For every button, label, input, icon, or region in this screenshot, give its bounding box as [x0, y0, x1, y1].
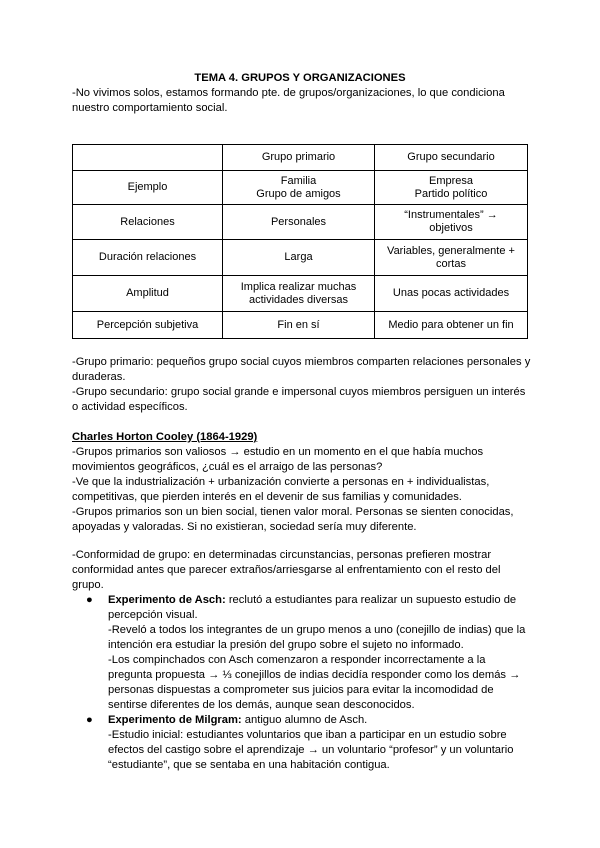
- table-cell-secondary: [375, 312, 528, 339]
- table-row: [73, 205, 528, 240]
- cell-line: Medio para obtener un fin: [388, 318, 514, 331]
- milgram-text: antiguo alumno de Asch.: [241, 714, 368, 726]
- cooley-line: -Ve que la industrialización + urbanización convierte a personas en + individualistas, competitivas, que pierden interés en el devenir de sus familias y comunidades.: [72, 476, 490, 503]
- asch-text: reclutó a estudiantes para realizar un supuesto estudio de percepción visual.: [108, 594, 517, 621]
- table-row: [73, 312, 528, 339]
- cell-line: actividades diversas: [248, 293, 349, 306]
- cell-line: cortas: [436, 257, 466, 270]
- cell-line: Partido político: [414, 187, 488, 200]
- table-header-cell: [73, 145, 223, 171]
- milgram-term: Experimento de Milgram:: [108, 714, 242, 726]
- table-header-row: [73, 145, 528, 171]
- table-header-cell: Grupo primario: [223, 145, 375, 171]
- cell-line: Grupo de amigos: [256, 187, 341, 200]
- table-cell-secondary: [375, 240, 528, 276]
- definition-primary: -Grupo primario: pequeños grupo social cuyos miembros comparten relaciones personales y duraderas.: [72, 356, 531, 383]
- cell-line: “Instrumentales” →: [404, 209, 498, 221]
- cell-line: Personales: [270, 215, 327, 228]
- conformity-intro: -Conformidad de grupo: en determinadas circunstancias, personas prefieren mostrar conformidad antes que parecer extraños/arriesgarse al enfrentamiento con el resto del grupo.: [72, 549, 501, 591]
- intro-paragraph: [72, 86, 532, 116]
- table-cell-secondary: [375, 171, 528, 205]
- asch-paragraph: -Los compinchados con Asch comenzaron a responder incorrectamente a la pregunta propuesta → ⅓ conejillos de indias decidía responder como los demás → personas dispuestas a comprometer sus juicios para evitar la incomodidad de sentirse diferentes de los demás, aunque sean desconocidos.: [108, 654, 521, 711]
- cell-line: Familia: [280, 174, 317, 187]
- cooley-line: -Grupos primarios son valiosos → estudio en un momento en el que había muchos movimientos geográficos, ¿cuál es el arraigo de las personas?: [72, 446, 484, 473]
- table-cell-primary: [223, 171, 375, 205]
- row-label-cell: Duración relaciones: [73, 240, 223, 276]
- cell-line: Fin en sí: [277, 318, 320, 331]
- list-item-asch: [72, 593, 530, 713]
- definitions: [72, 355, 534, 415]
- cell-line: Larga: [284, 251, 313, 263]
- page-title: TEMA 4. GRUPOS Y ORGANIZACIONES: [194, 72, 406, 84]
- table-row: [73, 240, 528, 276]
- row-label-cell: Amplitud: [73, 276, 223, 312]
- row-label-cell: Percepción subjetiva: [73, 312, 223, 339]
- table-cell-primary: [223, 205, 375, 240]
- cooley-heading: Charles Horton Cooley (1864-1929): [72, 431, 258, 443]
- cooley-line: -Grupos primarios son un bien social, tienen valor moral. Personas se sienten conocidas, apoyadas y valoradas. Si no existieran, sociedad sería muy diferente.: [72, 506, 514, 533]
- cell-line: Empresa: [428, 174, 474, 187]
- table-cell-primary: [223, 312, 375, 339]
- table-row: [73, 171, 528, 205]
- list-item-milgram: [72, 713, 530, 773]
- table-cell-secondary: [375, 276, 528, 312]
- bullet-icon: ●: [86, 594, 93, 606]
- table-cell-primary: [223, 276, 375, 312]
- definition-secondary: -Grupo secundario: grupo social grande e impersonal cuyos miembros persiguen un interés o actividad específicos.: [72, 386, 526, 413]
- cell-line: Implica realizar muchas: [240, 280, 357, 293]
- table-row: [73, 276, 528, 312]
- row-label-cell: Ejemplo: [73, 171, 223, 205]
- asch-term: Experimento de Asch:: [108, 594, 226, 606]
- cell-line: Unas pocas actividades: [392, 287, 510, 299]
- cell-line: Variables, generalmente +: [387, 244, 515, 257]
- row-label-cell: Relaciones: [73, 205, 223, 240]
- conformity-section: [72, 548, 530, 773]
- comparison-table: [72, 144, 528, 339]
- table-cell-primary: [223, 240, 375, 276]
- experiments-list: [72, 593, 530, 773]
- cell-line: objetivos: [429, 222, 473, 234]
- table-header-cell: Grupo secundario: [375, 145, 528, 171]
- intro-text: -No vivimos solos, estamos formando pte. de grupos/organizaciones, lo que condiciona nuestro comportamiento social.: [72, 87, 505, 114]
- bullet-icon: ●: [86, 714, 93, 726]
- cooley-section: [72, 430, 527, 535]
- table-cell-secondary: [375, 205, 528, 240]
- milgram-paragraph: -Estudio inicial: estudiantes voluntarios que iban a participar en un estudio sobre efectos del castigo sobre el aprendizaje → un voluntario “profesor” y un voluntario “estudiante”, que se sentaba en una habitación contigua.: [108, 729, 514, 771]
- asch-paragraph: -Reveló a todos los integrantes de un grupo menos a uno (conejillo de indias) que la intención era estudiar la presión del grupo sobre el sujeto no informado.: [108, 624, 526, 651]
